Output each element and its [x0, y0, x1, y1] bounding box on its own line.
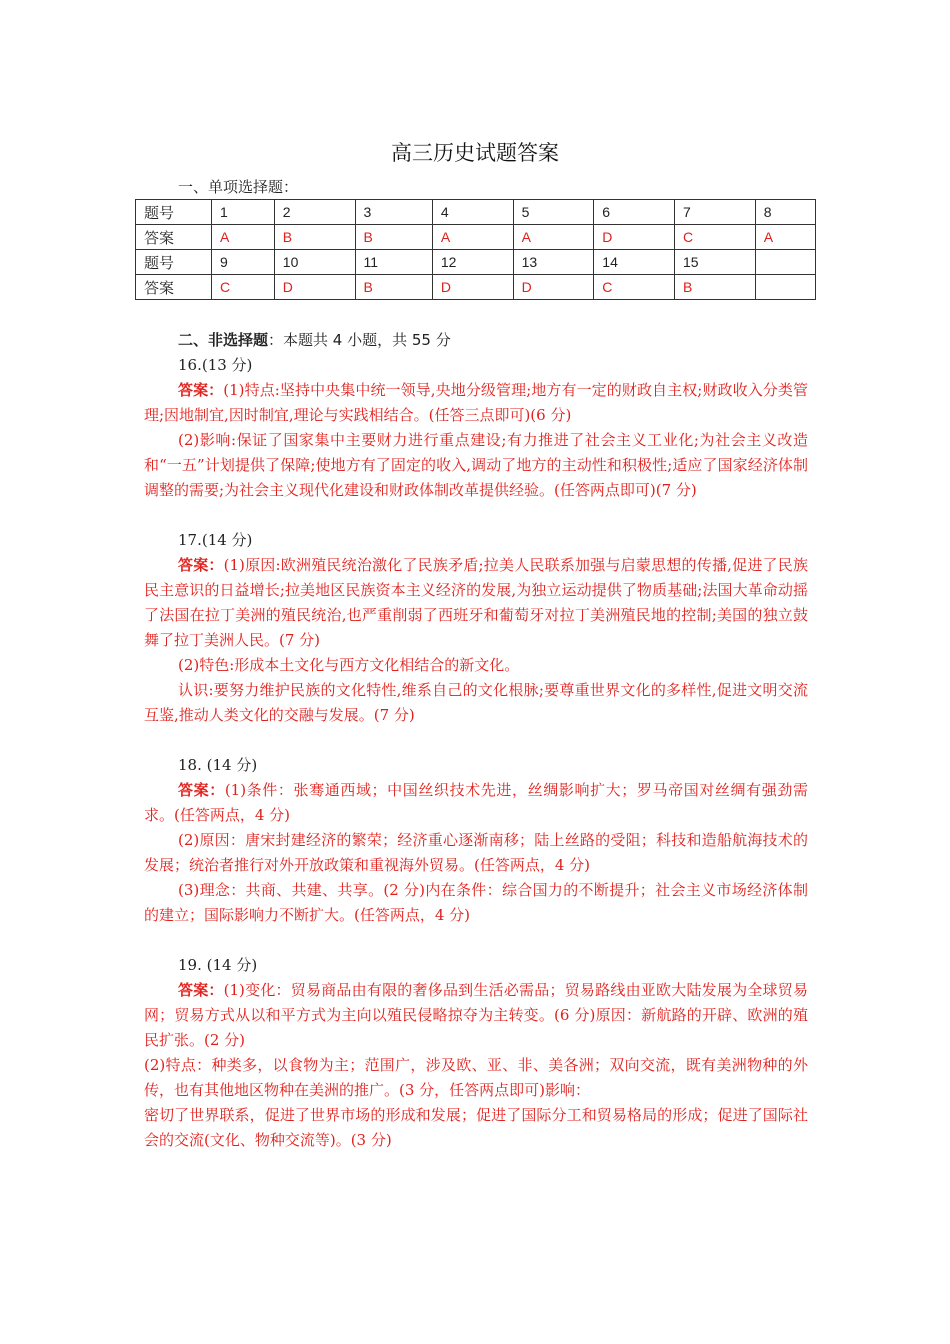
question-16-answer-2: (2)影响:保证了国家集中主要财力进行重点建设;有力推进了社会主义工业化;为社会主义改造和“一五”计划提供了保障;使地方有了固定的收入,调动了地方的主动性和积极性;适应了国家经济体制调整的需要;为社会主义现代化建设和财政体制改革提供经验。(任答两点即可)(7 分) [144, 431, 808, 499]
row-label-answer: 答案 [136, 225, 212, 250]
answer-text: (1)变化：贸易商品由有限的奢侈品到生活必需品；贸易路线由亚欧大陆发展为全球贸易网；贸易方式从以和平方式为主向以殖民侵略掠夺为主转变。(6 分)原因：新航路的开辟、欧洲的殖民扩张。(2 分) [144, 981, 808, 1049]
answer-letter: C [675, 225, 756, 250]
question-number: 14 [594, 250, 675, 275]
answer-letter: C [212, 275, 275, 300]
answer-letter: B [274, 225, 355, 250]
answer-letter: D [513, 275, 594, 300]
answer-label: 答案： [178, 781, 225, 799]
question-17-answer-3: 认识:要努力维护民族的文化特性,维系自己的文化根脉;要尊重世界文化的多样性,促进文明交流互鉴,推动人类文化的交融与发展。(7 分) [144, 681, 808, 724]
section2-heading [144, 328, 808, 353]
section2-title: 二、非选择题 [178, 331, 269, 349]
row-label-question: 题号 [136, 200, 212, 225]
question-number: 11 [355, 250, 432, 275]
answer-letter: D [274, 275, 355, 300]
question-number: 6 [594, 200, 675, 225]
answer-letter: D [432, 275, 513, 300]
answer-label: 答案： [178, 981, 224, 999]
question-number: 5 [513, 200, 594, 225]
question-17-answer-2: (2)特色:形成本土文化与西方文化相结合的新文化。 [178, 656, 520, 674]
question-19-answer-3: 密切了世界联系，促进了世界市场的形成和发展；促进了国际分工和贸易格局的形成；促进了国际社会的交流(文化、物种交流等)。(3 分) [144, 1106, 808, 1149]
answer-letter: D [594, 225, 675, 250]
question-number: 8 [755, 200, 815, 225]
answer-letter: A [513, 225, 594, 250]
answer-letter: B [355, 275, 432, 300]
question-17-number: 17.(14 分) [178, 531, 253, 549]
question-19-answer-1 [144, 978, 808, 1053]
question-number: 4 [432, 200, 513, 225]
answer-letter [755, 275, 815, 300]
question-number: 1 [212, 200, 275, 225]
question-number: 10 [274, 250, 355, 275]
question-17-answer-1 [144, 553, 808, 653]
question-number: 9 [212, 250, 275, 275]
question-16-answer-1 [144, 378, 808, 428]
question-number: 13 [513, 250, 594, 275]
answer-text: (1)特点:坚持中央集中统一领导,央地分级管理;地方有一定的财政自主权;财政收入分类管理;因地制宜,因时制宜,理论与实践相结合。(任答三点即可)(6 分) [144, 381, 808, 424]
answer-letter: A [212, 225, 275, 250]
answer-letter: B [355, 225, 432, 250]
question-number [755, 250, 815, 275]
question-18-number: 18. (14 分) [178, 756, 258, 774]
answer-label: 答案： [178, 556, 224, 574]
question-19-answer-2: (2)特点：种类多，以食物为主；范围广，涉及欧、亚、非、美各洲；双向交流，既有美洲物种的外传，也有其他地区物种在美洲的推广。(3 分，任答两点即可)影响： [144, 1056, 808, 1099]
question-19-number: 19. (14 分) [178, 956, 258, 974]
non-choice-answers [144, 328, 808, 1153]
answer-letter: A [432, 225, 513, 250]
table-row [136, 250, 816, 275]
row-label-question: 题号 [136, 250, 212, 275]
answer-text: (1)条件：张骞通西域；中国丝织技术先进，丝绸影响扩大；罗马帝国对丝绸有强劲需求。(任答两点，4 分) [144, 781, 808, 824]
page-title: 高三历史试题答案 [391, 141, 559, 165]
section2-desc: ：本题共 4 小题，共 55 分 [268, 331, 451, 349]
question-number: 12 [432, 250, 513, 275]
table-row [136, 200, 816, 225]
answer-text: (1)原因:欧洲殖民统治激化了民族矛盾;拉美人民联系加强与启蒙思想的传播,促进了民族民主意识的日益增长;拉美地区民族资本主义经济的发展,为独立运动提供了物质基础;法国大革命动摇了法国在拉丁美洲的殖民统治,也严重削弱了西班牙和葡萄牙对拉丁美洲殖民地的控制;美国的独立鼓舞了拉丁美洲人民。(7 分) [144, 556, 808, 649]
answer-letter: C [594, 275, 675, 300]
answer-letter: A [755, 225, 815, 250]
answer-letter: B [675, 275, 756, 300]
question-18-answer-3: (3)理念：共商、共建、共享。(2 分)内在条件：综合国力的不断提升；社会主义市场经济体制的建立；国际影响力不断扩大。(任答两点，4 分) [144, 881, 808, 924]
question-number: 15 [675, 250, 756, 275]
question-number: 2 [274, 200, 355, 225]
row-label-answer: 答案 [136, 275, 212, 300]
question-18-answer-2: (2)原因：唐宋封建经济的繁荣；经济重心逐渐南移；陆上丝路的受阻；科技和造船航海技术的发展；统治者推行对外开放政策和重视海外贸易。(任答两点，4 分) [144, 831, 808, 874]
section1-heading: 一、单项选择题： [178, 178, 299, 196]
question-16-number: 16.(13 分) [178, 356, 253, 374]
table-row [136, 275, 816, 300]
question-number: 7 [675, 200, 756, 225]
question-18-answer-1 [144, 778, 808, 828]
answer-table [135, 199, 816, 300]
question-number: 3 [355, 200, 432, 225]
table-row [136, 225, 816, 250]
answer-label: 答案： [178, 381, 224, 399]
